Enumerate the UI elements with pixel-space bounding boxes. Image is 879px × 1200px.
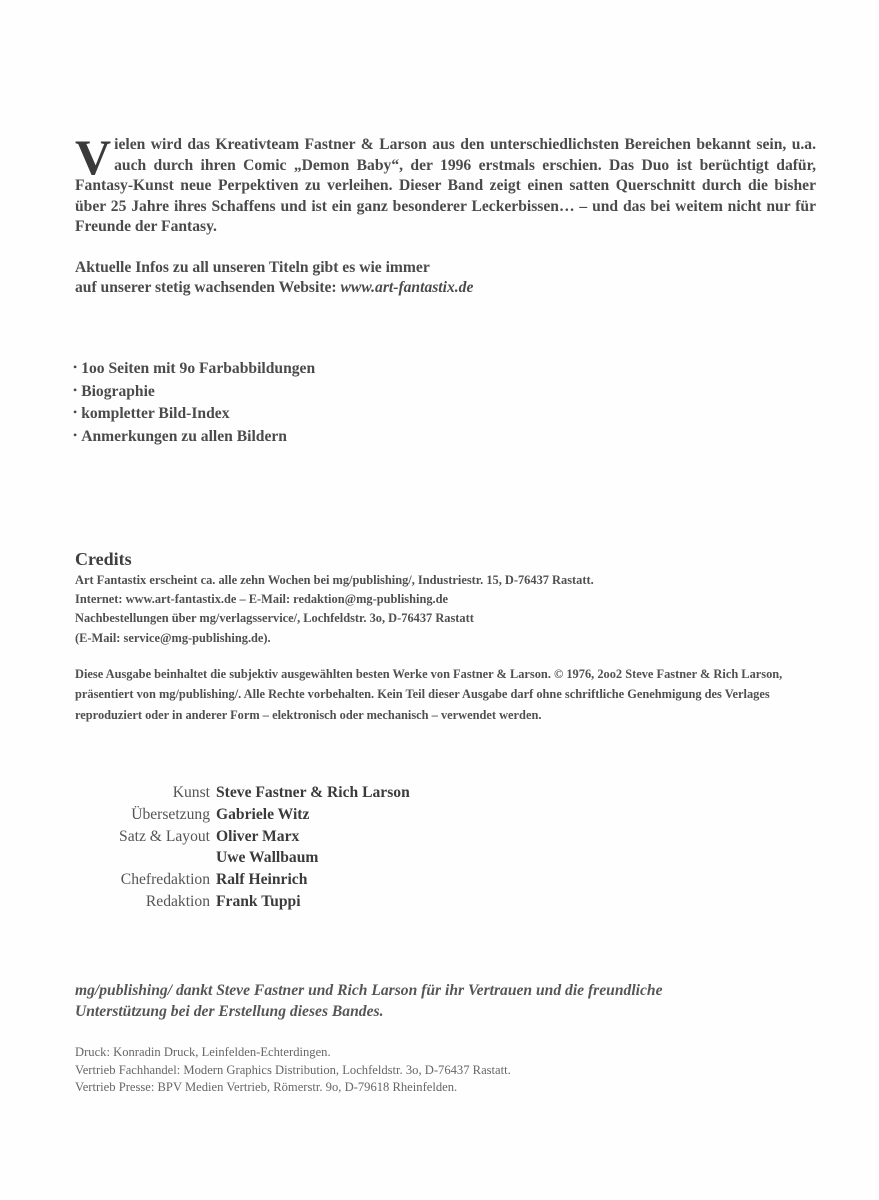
acknowledgement: [75, 980, 663, 1022]
printing-line: Vertrieb Presse: BPV Medien Vertrieb, Römerstr. 9o, D-79618 Rheinfelden.: [75, 1080, 458, 1095]
credits-line: (E-Mail: service@mg-publishing.de).: [75, 630, 271, 645]
acknowledgement-line: mg/publishing/ dankt Steve Fastner und Rich Larson für ihr Vertrauen und die freundliche: [75, 982, 663, 999]
credits-line: Nachbestellungen über mg/verlagsservice/, Lochfeldstr. 3o, D-76437 Rastatt: [75, 611, 474, 626]
website-info: [75, 258, 473, 298]
staff-role: [80, 847, 216, 869]
staff-row: [80, 847, 410, 869]
staff-role: Satz & Layout: [119, 827, 210, 845]
staff-row: [80, 869, 410, 891]
staff-row: [80, 826, 410, 848]
staff-name: Gabriele Witz: [216, 805, 310, 823]
staff-name: Ralf Heinrich: [216, 871, 308, 889]
staff-name: Uwe Wallbaum: [216, 849, 319, 867]
credits-line: Internet: www.art-fantastix.de – E-Mail: redaktion@mg-publishing.de: [75, 592, 449, 607]
staff-row: [80, 891, 410, 913]
website-link[interactable]: www.art-fantastix.de: [340, 279, 474, 296]
website-info-line-2: [75, 278, 473, 298]
staff-role: Kunst: [172, 784, 210, 801]
staff-name: Steve Fastner & Rich Larson: [216, 784, 410, 801]
printing-line: Vertrieb Fachhandel: Modern Graphics Distribution, Lochfeldstr. 3o, D-76437 Rastatt.: [75, 1062, 511, 1077]
staff-role: Redaktion: [145, 892, 210, 910]
copyright-notice: Diese Ausgabe beinhaltet die subjektiv ausgewählten besten Werke von Fastner & Larson. © 1976, 2oo2 Steve Fastner & Rich Larson, präsentiert von mg/publishing/. Alle Rechte vorbehalten. Kein Teil dieser Ausgabe darf ohne schriftliche Genehmigung des Verlages reproduziert oder in anderer Form – elektronisch oder mechanisch – verwendet werden.: [75, 667, 783, 722]
printing-distribution-info: [75, 1044, 511, 1097]
printing-line: Druck: Konradin Druck, Leinfelden-Echterdingen.: [75, 1045, 331, 1059]
website-info-line-1: Aktuelle Infos zu all unseren Titeln gibt es wie immer: [75, 259, 430, 276]
staff-role: Übersetzung: [131, 805, 210, 823]
feature-item: • kompletter Bild-Index: [73, 402, 315, 425]
feature-item: • 1oo Seiten mit 9o Farbabbildungen: [73, 357, 315, 380]
feature-list: [73, 357, 315, 447]
website-info-prefix: auf unserer stetig wachsenden Website:: [75, 279, 341, 296]
credits-info: [75, 571, 594, 648]
feature-item: • Anmerkungen zu allen Bildern: [73, 425, 315, 448]
staff-list: [80, 782, 410, 913]
credits-heading: Credits: [75, 549, 132, 569]
staff-name: Frank Tuppi: [216, 892, 301, 910]
intro-paragraph: [75, 129, 816, 238]
staff-row: [80, 782, 410, 804]
drop-cap: V: [75, 129, 112, 185]
acknowledgement-line: Unterstützung bei der Erstellung dieses Bandes.: [75, 1003, 384, 1020]
feature-item: • Biographie: [73, 380, 315, 403]
intro-text: ielen wird das Kreativteam Fastner & Larson aus den unterschiedlichsten Bereichen bekannt sein, u.a. auch durch ihren Comic „Demon Baby“, der 1996 erstmals erschien. Das Duo ist berüchtigt dafür, Fantasy-Kunst neue Perpektiven zu verleihen. Dieser Band zeigt einen satten Querschnitt durch die bisher über 25 Jahre ihres Schaffens und ist ein ganz besonderer Leckerbissen… – und das bei weitem nicht nur für Freunde der Fantasy.: [75, 136, 816, 236]
staff-row: [80, 804, 410, 826]
staff-name: Oliver Marx: [216, 827, 300, 845]
credits-line: Art Fantastix erscheint ca. alle zehn Wochen bei mg/publishing/, Industriestr. 15, D-76437 Rastatt.: [75, 573, 594, 587]
staff-role: Chefredaktion: [120, 871, 210, 889]
